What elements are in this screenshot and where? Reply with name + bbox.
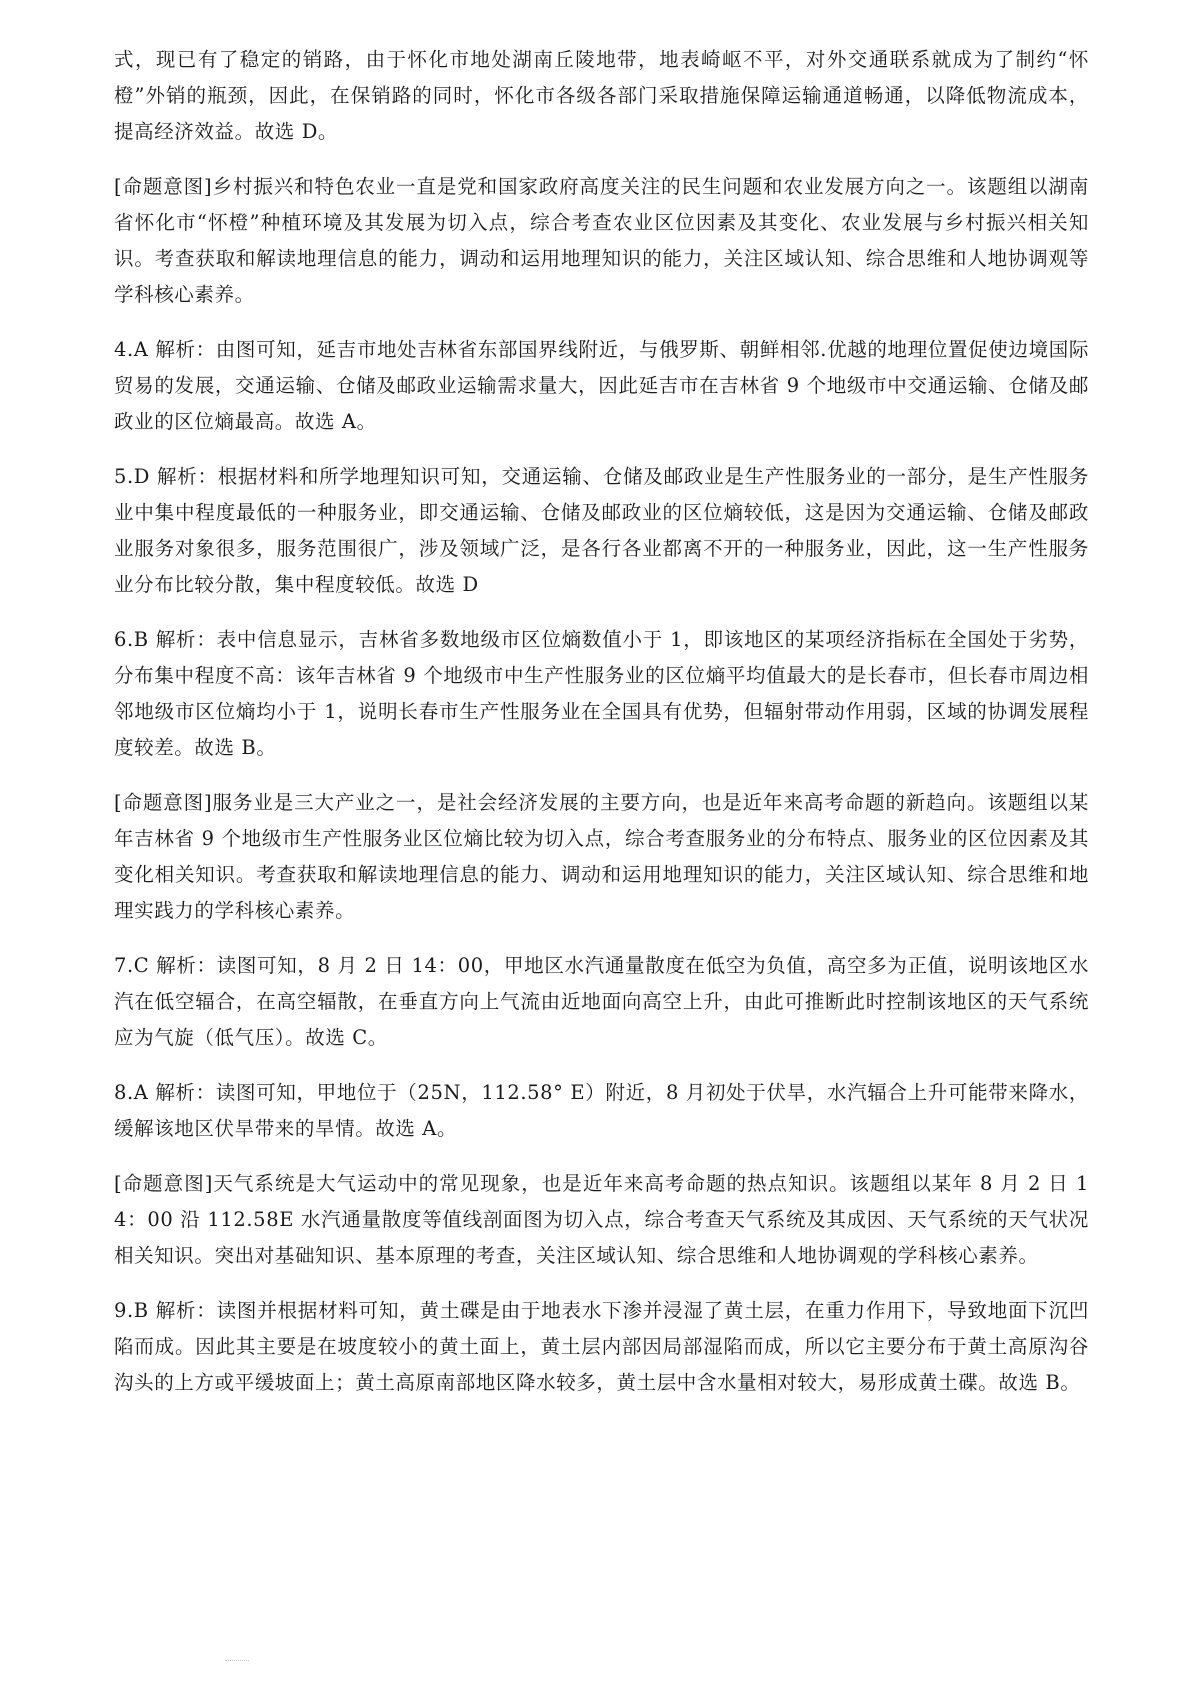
paragraph-intent-huaicheng: [命题意图]乡村振兴和特色农业一直是党和国家政府高度关注的民生问题和农业发展方向之一。该题组以湖南省怀化市“怀橙”种植环境及其发展为切入点，综合考查农业区位因素及其变化、农业发展与乡村振兴相关知识。考查获取和解读地理信息的能力，调动和运用地理知识的能力，关注区域认知、综合思维和人地协调观等学科核心素养。 xyxy=(114,175,1089,306)
paragraph-answer-7: 7.C 解析：读图可知，8 月 2 日 14：00，甲地区水汽通量散度在低空为负值，高空多为正值，说明该地区水汽在低空辐合，在高空辐散，在垂直方向上气流由近地面向高空上升，由此可推断此时控制该地区的天气系统应为气旋（低气压）。故选 C。 xyxy=(114,954,1089,1049)
paragraph-intent-service-industry: [命题意图]服务业是三大产业之一，是社会经济发展的主要方向，也是近年来高考命题的新趋向。该题组以某年吉林省 9 个地级市生产性服务业区位熵比较为切入点，综合考查服务业的分布特点、服务业的区位因素及其变化相关知识。考查获取和解读地理信息的能力、调动和运用地理知识的能力，关注区域认知、综合思维和地理实践力的学科核心素养。 xyxy=(114,791,1089,922)
paragraph-answer-8: 8.A 解析：读图可知，甲地位于（25N，112.58° E）附近，8 月初处于伏旱，水汽辐合上升可能带来降水，缓解该地区伏旱带来的旱情。故选 A。 xyxy=(114,1081,1089,1140)
paragraph-answer-6: 6.B 解析：表中信息显示，吉林省多数地级市区位熵数值小于 1，即该地区的某项经济指标在全国处于劣势，分布集中程度不高：该年吉林省 9 个地级市中生产性服务业的区位熵平均值最大的是长春市，但长春市周边相邻地级市区位熵均小于 1，说明长春市生产性服务业在全国具有优势，但辐射带动作用弱，区域的协调发展程度较差。故选 B。 xyxy=(114,628,1089,759)
paragraph-answer-4: 4.A 解析：由图可知，延吉市地处吉林省东部国界线附近，与俄罗斯、朝鲜相邻.优越的地理位置促使边境国际贸易的发展，交通运输、仓储及邮政业运输需求量大，因此延吉市在吉林省 9 个地级市中交通运输、仓储及邮政业的区位熵最高。故选 A。 xyxy=(114,338,1089,433)
document-body xyxy=(114,42,1089,1420)
paragraph-answer-9: 9.B 解析：读图并根据材料可知，黄土碟是由于地表水下渗并浸湿了黄土层，在重力作用下，导致地面下沉凹陷而成。因此其主要是在坡度较小的黄土面上，黄土层内部因局部湿陷而成，所以它主要分布于黄土高原沟谷沟头的上方或平缓坡面上；黄土高原南部地区降水较多，黄土层中含水量相对较大，易形成黄土碟。故选 B。 xyxy=(114,1299,1089,1394)
footer-dot-mark xyxy=(225,1660,249,1663)
paragraph-answer-5: 5.D 解析：根据材料和所学地理知识可知，交通运输、仓储及邮政业是生产性服务业的一部分，是生产性服务业中集中程度最低的一种服务业，即交通运输、仓储及邮政业的区位熵较低，这是因为交通运输、仓储及邮政业服务对象很多，服务范围很广，涉及领域广泛，是各行各业都离不开的一种服务业，因此，这一生产性服务业分布比较分散，集中程度较低。故选 D xyxy=(114,465,1089,596)
paragraph-huaicheng-answer-end: 式，现已有了稳定的销路，由于怀化市地处湖南丘陵地带，地表崎岖不平，对外交通联系就成为了制约“怀橙”外销的瓶颈，因此，在保销路的同时，怀化市各级各部门采取措施保障运输通道畅通，以降低物流成本，提高经济效益。故选 D。 xyxy=(114,48,1089,143)
paragraph-intent-weather-system: [命题意图]天气系统是大气运动中的常见现象，也是近年来高考命题的热点知识。该题组以某年 8 月 2 日 14：00 沿 112.58E 水汽通量散度等值线剖面图为切入点，综合考查天气系统及其成因、天气系统的天气状况相关知识。突出对基础知识、基本原理的考查，关注区域认知、综合思维和人地协调观的学科核心素养。 xyxy=(114,1172,1089,1267)
